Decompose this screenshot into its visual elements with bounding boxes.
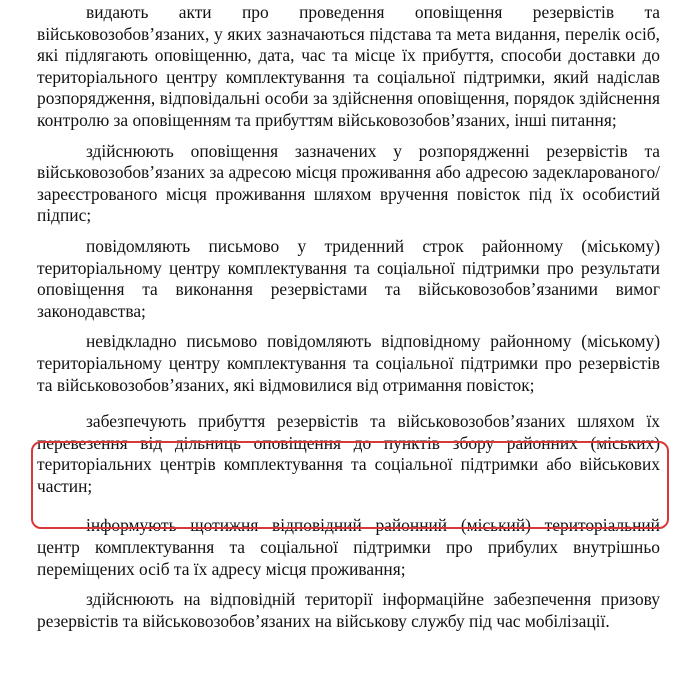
- paragraph-issue-notification-acts: видають акти про проведення оповіщення резервістів та військовозобов’язаних, у яких зазначаються підстава та мета видання, перелік осіб, які підлягають оповіщенню, дата, час та місце їх прибуття, способи доставки до територіального центру комплектування та соціальної підтримки, який надіслав розпорядження, відповідальні особи за здійснення оповіщення, порядок здійснення контролю за оповіщенням та прибуттям військовозобов’язаних, інші питання;: [37, 2, 660, 130]
- paragraph-information-support: здійснюють на відповідній території інформаційне забезпечення призову резервістів та військовозобов’язаних на військову службу під час мобілізації.: [37, 589, 660, 631]
- paragraph-report-results: повідомляють письмово у триденний строк районному (міському) територіальному центру комплектування та соціальної підтримки про результати оповіщення та виконання резервістами та військовозобов’язаними вимог законодавства;: [37, 235, 660, 321]
- document-body: [37, 0, 660, 632]
- paragraph-notify-reservists: здійснюють оповіщення зазначених у розпорядженні резервістів та військовозобов’язаних за адресою місця проживання або адресою задекларованого/зареєстрованого місця проживання шляхом вручення повісток під їх особистий підпис;: [37, 140, 660, 226]
- paragraph-report-refusals: невідкладно письмово повідомляють відповідному районному (міському) територіальному центру комплектування та соціальної підтримки про резервістів та військовозобов’язаних, які відмовилися від отримання повісток;: [37, 331, 660, 395]
- paragraph-weekly-idp-info: інформують щотижня відповідний районний (міський) територіальний центр комплектування та соціальної підтримки про прибулих внутрішньо переміщених осіб та їх адресу місця проживання;: [37, 515, 660, 579]
- paragraph-ensure-transport: забезпечують прибуття резервістів та військовозобов’язаних шляхом їх перевезення від дільниць оповіщення до пунктів збору районних (міських) територіальних центрів комплектування та соціальної підтримки або військових частин;: [37, 411, 660, 496]
